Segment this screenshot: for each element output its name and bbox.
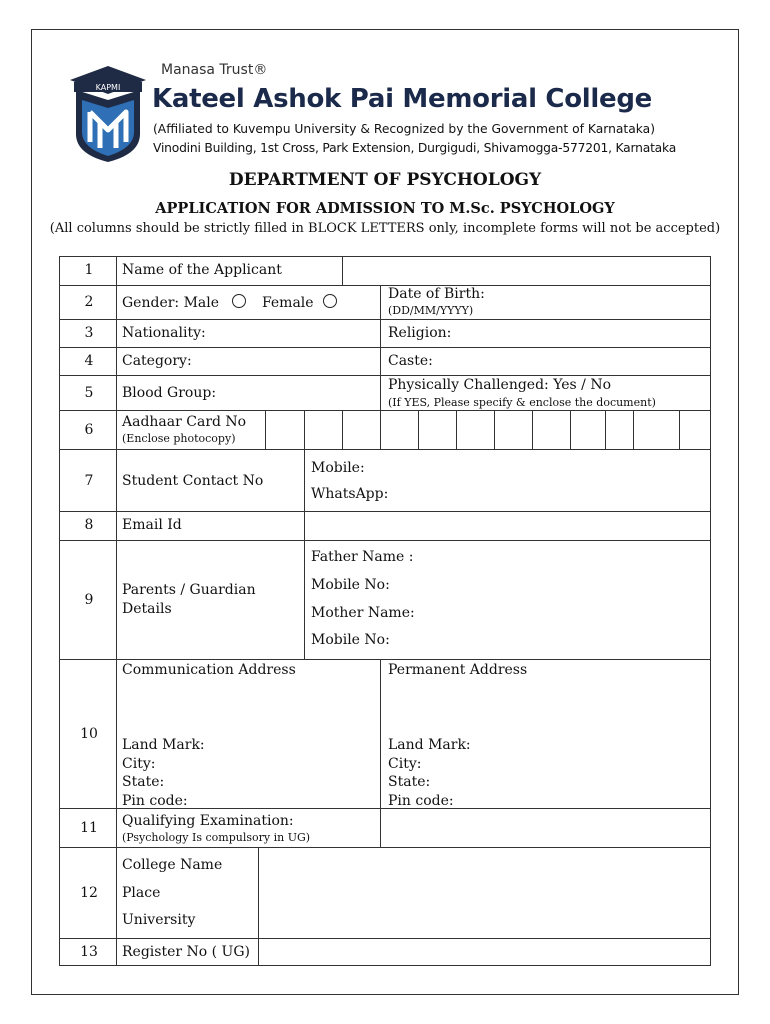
permanent-address-label: Permanent Address bbox=[388, 662, 528, 678]
row-number: 6 bbox=[84, 422, 94, 438]
row-number: 13 bbox=[80, 944, 98, 960]
city-label: City: bbox=[122, 755, 156, 772]
college-name: Kateel Ashok Pai Memorial College bbox=[152, 84, 652, 114]
mother-mobile-label: Mobile No: bbox=[311, 632, 390, 648]
row-number: 2 bbox=[84, 294, 94, 310]
landmark-label: Land Mark: bbox=[388, 737, 471, 753]
student-contact-label: Student Contact No bbox=[122, 473, 264, 489]
row-number: 11 bbox=[80, 820, 98, 836]
caste-label: Caste: bbox=[388, 353, 433, 369]
trust-name: Manasa Trust® bbox=[161, 62, 268, 78]
applicant-name-field[interactable] bbox=[344, 258, 709, 284]
dob-label: Date of Birth: bbox=[388, 286, 485, 302]
college-address: Vinodini Building, 1st Cross, Park Extension, Durgigudi, Shivamogga-577201, Karnataka bbox=[153, 141, 677, 155]
religion-label: Religion: bbox=[388, 325, 452, 341]
row-number: 3 bbox=[84, 325, 94, 341]
email-label: Email Id bbox=[122, 517, 182, 533]
physically-challenged-label: Physically Challenged: Yes / No bbox=[388, 377, 612, 393]
female-radio[interactable] bbox=[323, 294, 337, 308]
mother-name-label: Mother Name: bbox=[311, 605, 415, 621]
row-number: 4 bbox=[84, 353, 94, 369]
parents-label: Parents / Guardian bbox=[122, 582, 256, 598]
physically-challenged-note: (If YES, Please specify & enclose the document) bbox=[388, 396, 656, 409]
row-number: 1 bbox=[84, 262, 94, 278]
applicant-name-label: Name of the Applicant bbox=[122, 262, 282, 278]
college-name-label: College Name bbox=[122, 857, 223, 873]
female-label: Female bbox=[261, 295, 314, 311]
row-number: 10 bbox=[80, 726, 98, 742]
perm-address-fields bbox=[388, 736, 471, 810]
university-label: University bbox=[122, 912, 196, 928]
male-radio[interactable] bbox=[232, 294, 246, 308]
communication-address-label: Communication Address bbox=[122, 662, 296, 678]
aadhaar-label: Aadhaar Card No bbox=[122, 414, 247, 430]
affiliation: (Affiliated to Kuvempu University & Recognized by the Government of Karnataka) bbox=[153, 122, 656, 136]
row-number: 9 bbox=[84, 592, 94, 608]
form-instructions: (All columns should be strictly filled in BLOCK LETTERS only, incomplete forms will not be accepted) bbox=[49, 221, 721, 236]
landmark-label: Land Mark: bbox=[122, 737, 205, 753]
whatsapp-label: WhatsApp: bbox=[311, 486, 389, 502]
register-no-label: Register No ( UG) bbox=[122, 944, 250, 960]
blood-group-label: Blood Group: bbox=[122, 385, 217, 401]
row-number: 7 bbox=[84, 473, 94, 489]
place-label: Place bbox=[122, 885, 161, 901]
state-label: State: bbox=[388, 774, 431, 790]
category-label: Category: bbox=[122, 353, 192, 369]
mobile-label: Mobile: bbox=[311, 460, 365, 476]
gender-label: Gender: Male bbox=[122, 295, 220, 311]
row-number: 12 bbox=[80, 885, 98, 901]
city-label: City: bbox=[388, 755, 422, 772]
pincode-label: Pin code: bbox=[122, 792, 188, 809]
comm-address-fields bbox=[122, 736, 205, 810]
state-label: State: bbox=[122, 774, 165, 790]
row-number: 5 bbox=[84, 385, 94, 401]
qualifying-exam-note: (Psychology Is compulsory in UG) bbox=[122, 831, 311, 844]
department-title: DEPARTMENT OF PSYCHOLOGY bbox=[228, 170, 542, 190]
logo-text: KAPMI bbox=[95, 83, 121, 92]
qualifying-exam-label: Qualifying Examination: bbox=[122, 813, 294, 829]
aadhaar-note: (Enclose photocopy) bbox=[122, 432, 236, 445]
dob-format: (DD/MM/YYYY) bbox=[388, 304, 474, 317]
father-name-label: Father Name : bbox=[311, 549, 414, 565]
row-number: 8 bbox=[84, 517, 94, 533]
parents-label-details: Details bbox=[122, 601, 172, 617]
form-title: APPLICATION FOR ADMISSION TO M.Sc. PSYCHOLOGY bbox=[155, 200, 615, 217]
pincode-label: Pin code: bbox=[388, 792, 454, 809]
nationality-label: Nationality: bbox=[122, 325, 206, 341]
father-mobile-label: Mobile No: bbox=[311, 577, 390, 593]
